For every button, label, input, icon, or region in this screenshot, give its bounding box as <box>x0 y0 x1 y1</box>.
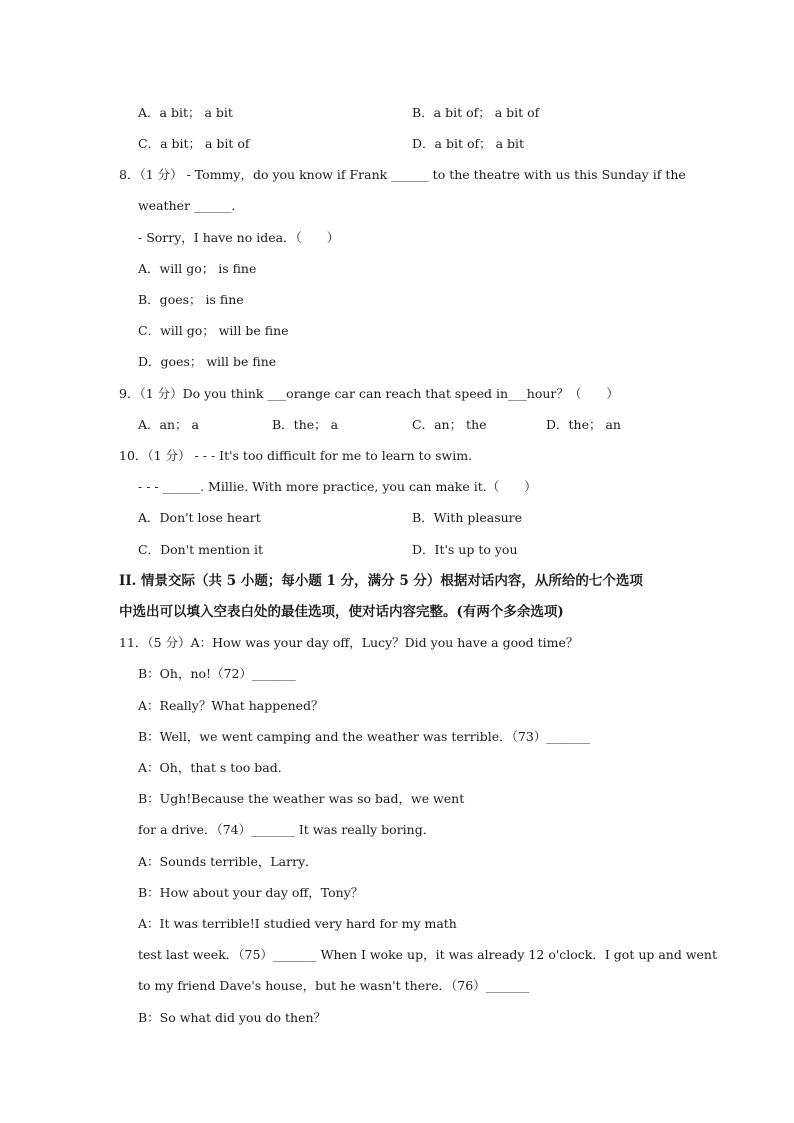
q11-line-4: A：Oh，that s too bad． <box>138 760 291 775</box>
q11-line-11: to my friend Dave's house，but he wasn't there．（76）_______ <box>138 978 530 993</box>
q9-option-c: C．an； the <box>412 417 487 432</box>
section-2-heading-line2: 中选出可以填入空表白处的最佳选项，使对话内容完整。(有两个多余选项) <box>119 604 564 620</box>
q9-option-d: D．the； an <box>546 417 621 432</box>
q11-line-1: B：Oh，no!（72）_______ <box>138 666 296 681</box>
q8-option-d: D．goes； will be fine <box>138 354 277 369</box>
q7-option-b: B．a bit of； a bit of <box>412 105 540 120</box>
section-2-heading-line1: II. 情景交际（共 5 小题；每小题 1 分，满分 5 分）根据对话内容，从所给的七个选项 <box>119 573 643 589</box>
q8-option-b: B．goes； is fine <box>138 292 244 307</box>
q11-line-0: 11．（5 分）A：How was your day off，Lucy？Did you have a good time？ <box>119 635 579 650</box>
q10-option-c: C．Don't mention it <box>138 542 263 557</box>
q11-line-9: A：It was terrible!I studied very hard for my math <box>138 916 457 931</box>
q11-line-2: A：Really？What happened？ <box>138 698 324 713</box>
q10-option-a: A．Don't lose heart <box>138 510 261 525</box>
q7-option-d: D．a bit of； a bit <box>412 136 525 151</box>
q11-line-7: A：Sounds terrible，Larry． <box>138 854 318 869</box>
q7-option-c: C．a bit； a bit of <box>138 136 250 151</box>
q8-stem-line1: 8．（1 分） - Tommy，do you know if Frank ______ to the theatre with us this Sunday if the <box>119 167 686 182</box>
q8-stem-line3: - Sorry，I have no idea．（ ） <box>138 230 340 245</box>
q11-line-12: B：So what did you do then？ <box>138 1010 327 1025</box>
q11-line-10: test last week．（75）_______ When I woke up，it was already 12 o'clock．I got up and went <box>138 947 717 962</box>
q11-line-6: for a drive．（74）_______ It was really boring． <box>138 822 436 837</box>
q8-option-a: A．will go； is fine <box>138 261 257 276</box>
q10-option-b: B．With pleasure <box>412 510 523 525</box>
q10-option-d: D．It's up to you <box>412 542 518 557</box>
q9-option-a: A．an； a <box>138 417 199 432</box>
q9-stem: 9．（1 分）Do you think ___orange car can reach that speed in___hour？（ ） <box>119 386 619 401</box>
q8-option-c: C．will go； will be fine <box>138 323 289 338</box>
q11-line-8: B：How about your day off，Tony？ <box>138 885 364 900</box>
q9-option-b: B．the； a <box>272 417 339 432</box>
q8-stem-line2: weather ______． <box>138 198 244 213</box>
q7-option-a: A．a bit； a bit <box>138 105 233 120</box>
q11-line-5: B：Ugh!Because the weather was so bad，we went <box>138 791 465 806</box>
q11-line-3: B：Well，we went camping and the weather was terrible．（73）_______ <box>138 729 591 744</box>
q10-stem-line2: - - - ______. Millie. With more practice, you can make it.（ ） <box>138 479 537 494</box>
q10-stem-line1: 10．（1 分） - - - It's too difficult for me to learn to swim. <box>119 448 473 463</box>
